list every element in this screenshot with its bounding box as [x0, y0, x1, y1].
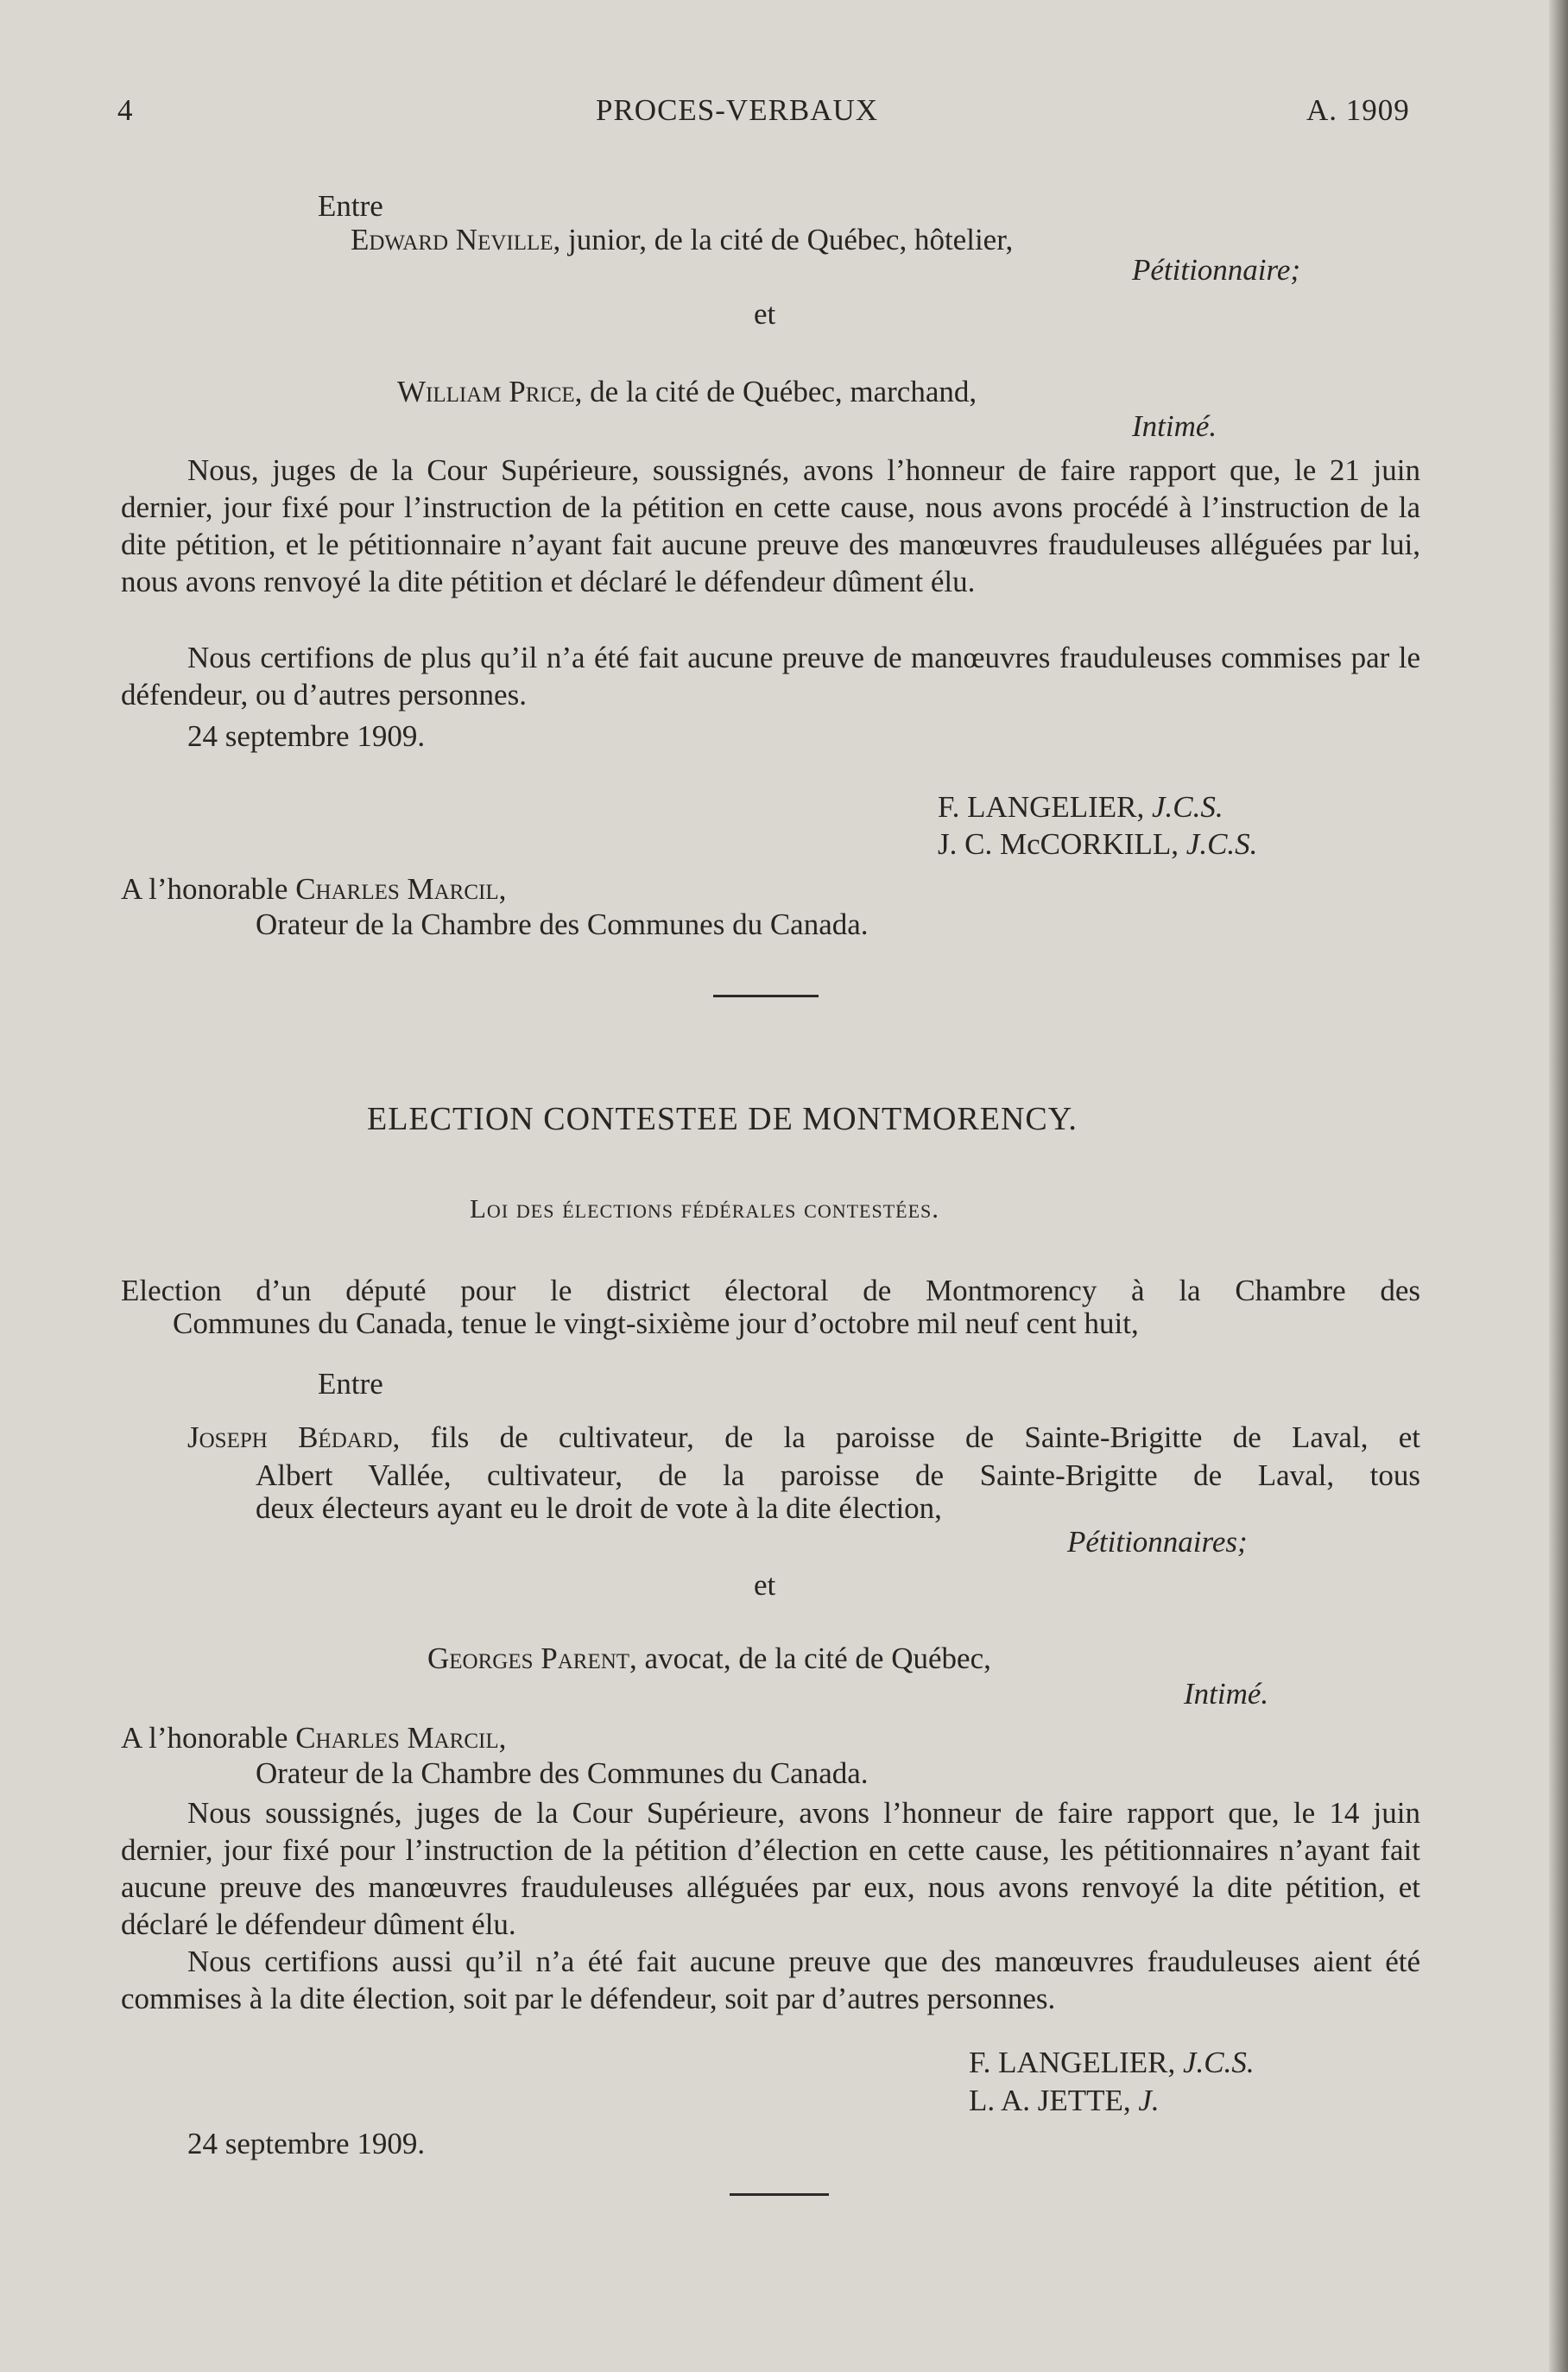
judge-title: J.C.S. [1183, 2046, 1255, 2079]
petitioners-line-3: deux électeurs ayant eu le droit de vote à la dite élection, [256, 1491, 942, 1525]
entre-label: Entre [318, 189, 383, 223]
judge-signature-2 [938, 827, 1257, 862]
addressee-line [121, 872, 506, 907]
judge-title: J.C.S. [1152, 790, 1223, 824]
running-year: A. 1909 [1306, 93, 1410, 127]
running-title: PROCES-VERBAUX [596, 93, 879, 127]
petitioner-line [351, 223, 1013, 257]
addressee-line [121, 1721, 506, 1755]
petitioners-role: Pétitionnaires; [1067, 1525, 1248, 1559]
petitioners-line-2: Albert Vallée, cultivateur, de la paroisse de Sainte-Brigitte de Laval, tous [256, 1458, 1420, 1492]
respondent-description: , de la cité de Québec, marchand, [574, 375, 977, 408]
addressee-prefix: A l’honorable [121, 1721, 296, 1755]
section-divider [730, 2193, 829, 2196]
respondent-role: Intimé. [1132, 409, 1217, 443]
election-intro-line-2: Communes du Canada, tenue le vingt-sixième jour d’octobre mil neuf cent huit, [173, 1306, 1139, 1340]
judge-signature-1 [938, 790, 1223, 825]
petitioner-description: , junior, de la cité de Québec, hôtelier, [553, 223, 1014, 256]
petitioner-name: Edward Neville [351, 223, 553, 256]
certification-paragraph: Nous certifions aussi qu’il n’a été fait aucune preuve que des manœuvres frauduleuses aient été commises à la dite élection, soit par le défendeur, soit par d’autres personnes. [121, 1945, 1420, 2015]
judge-title: J.C.S. [1185, 827, 1258, 861]
respondent-description: , avocat, de la cité de Québec, [629, 1641, 991, 1675]
section-subtitle: Loi des élections fédérales contestées. [470, 1193, 940, 1224]
respondent-line [427, 1641, 991, 1676]
judge-name: F. LANGELIER, [969, 2046, 1184, 2079]
addressee-title: Orateur de la Chambre des Communes du Canada. [256, 1756, 869, 1790]
page-edge-shadow [1549, 0, 1568, 2372]
judge-name: L. A. JETTE, [969, 2084, 1139, 2117]
addressee-title: Orateur de la Chambre des Communes du Canada. [256, 908, 869, 941]
addressee-name: Charles Marcil [295, 872, 499, 906]
judge-signature-2 [969, 2084, 1160, 2118]
judge-name: F. LANGELIER, [938, 790, 1153, 824]
petitioner-description: , fils de cultivateur, de la paroisse de Sainte-Brigitte de Laval, et [392, 1420, 1420, 1454]
entre-label: Entre [318, 1367, 383, 1401]
respondent-name: Georges Parent [427, 1641, 630, 1675]
addressee-prefix: A l’honorable [121, 872, 296, 906]
et-label: et [754, 1568, 776, 1602]
page-number: 4 [117, 93, 134, 127]
section-divider [713, 995, 819, 997]
petitioner-name: Joseph Bédard [187, 1420, 393, 1454]
petitioners-line-1 [187, 1420, 1420, 1455]
judge-name: J. C. McCORKILL, [938, 827, 1186, 861]
petitioner-role: Pétitionnaire; [1132, 253, 1301, 287]
judge-title: J. [1138, 2084, 1160, 2117]
election-intro-line-1: Election d’un député pour le district électoral de Montmorency à la Chambre des [121, 1274, 1420, 1307]
section-title: ELECTION CONTESTEE DE MONTMORENCY. [367, 1101, 1078, 1137]
addressee-suffix: , [498, 1721, 507, 1755]
respondent-line [397, 375, 977, 409]
report-paragraph: Nous, juges de la Cour Supérieure, soussignés, avons l’honneur de faire rapport que, le 21 juin dernier, jour fixé pour l’instruction de la pétition en cette cause, nous avons procédé à l’instruction de la dite pétition, et le pétitionnaire n’ayant fait aucune preuve des manœuvres frauduleuses alléguées par lui, nous avons renvoyé la dite pétition et déclaré le défendeur dûment élu. [121, 453, 1420, 598]
certification-paragraph: Nous certifions de plus qu’il n’a été fait aucune preuve de manœuvres frauduleuses commises par le défendeur, ou d’autres personnes. [121, 641, 1420, 712]
report-date: 24 septembre 1909. [187, 2127, 426, 2160]
respondent-name: William Price [397, 375, 575, 408]
judge-signature-1 [969, 2046, 1255, 2080]
addressee-suffix: , [498, 872, 507, 906]
respondent-role: Intimé. [1184, 1677, 1269, 1711]
report-paragraph: Nous soussignés, juges de la Cour Supérieure, avons l’honneur de faire rapport que, le 14 juin dernier, jour fixé pour l’instruction de la pétition d’élection en cette cause, les pétitionnaires n’ayant fait aucune preuve des manœuvres frauduleuses alléguées par eux, nous avons renvoyé la dite pétition, et déclaré le défendeur dûment élu. [121, 1796, 1420, 1941]
report-date: 24 septembre 1909. [187, 719, 426, 753]
addressee-name: Charles Marcil [295, 1721, 499, 1755]
et-label: et [754, 297, 776, 331]
